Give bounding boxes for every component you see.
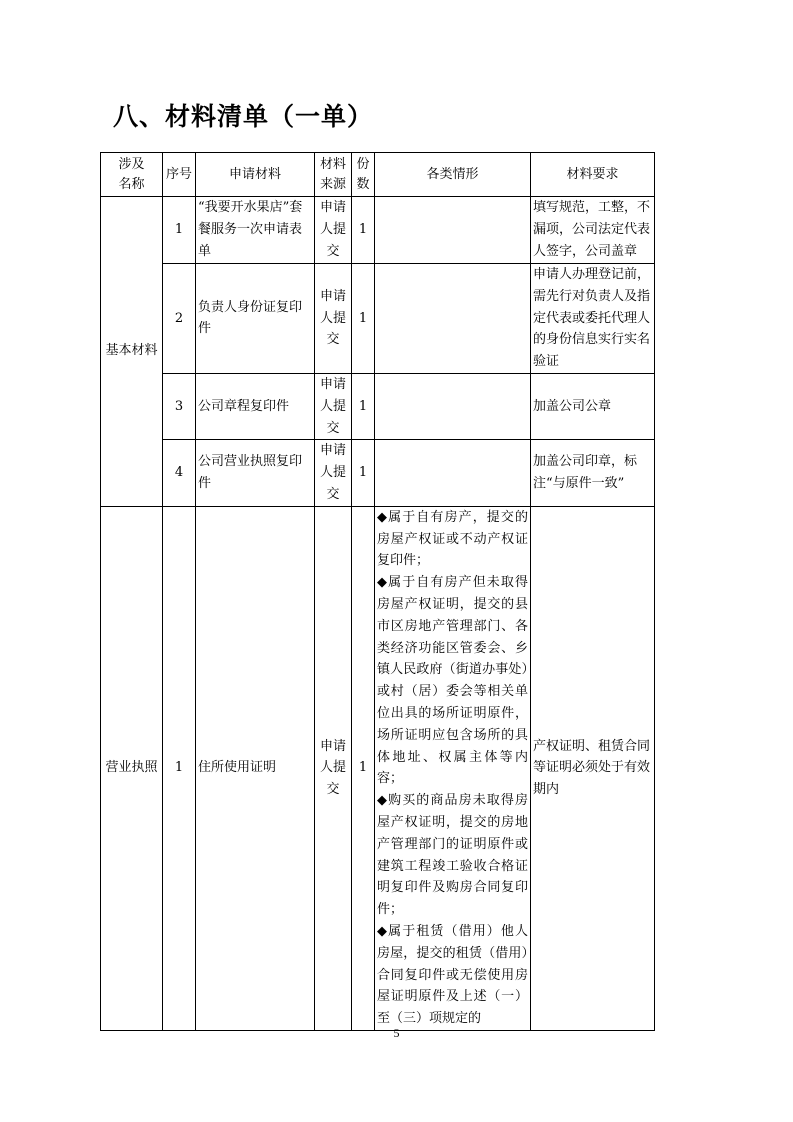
material-cell: 公司营业执照复印件 (196, 440, 315, 506)
material-cell: 住所使用证明 (196, 506, 315, 1030)
category-cell: 基本材料 (101, 197, 163, 507)
header-count: 份数 (352, 153, 375, 197)
situation-cell (375, 264, 531, 374)
count-cell: 1 (352, 197, 375, 264)
row-number: 1 (163, 197, 196, 264)
count-cell: 1 (352, 373, 375, 439)
situation-item: ◆属于自有房产但未取得房屋产权证明，提交的县市区房地产管理部门、各类经济功能区管委会、乡镇人民政府（街道办事处）或村（居）委会等相关单位出具的场所证明原件，场所证明应包含场所的具体地址、权属主体等内容； (377, 575, 528, 787)
situation-cell (375, 506, 531, 1030)
row-number: 3 (163, 373, 196, 439)
page-number: 5 (393, 1026, 400, 1040)
table-row (101, 506, 655, 1030)
table-row (101, 440, 655, 506)
header-material: 申请材料 (196, 153, 315, 197)
count-cell: 1 (352, 264, 375, 374)
header-row (101, 153, 655, 197)
table-row (101, 373, 655, 439)
row-number: 2 (163, 264, 196, 374)
count-cell: 1 (352, 506, 375, 1030)
requirement-cell: 填写规范，工整，不漏项，公司法定代表人签字，公司盖章 (531, 197, 655, 264)
situation-item: ◆属于租赁（借用）他人房屋，提交的租赁（借用）合同复印件或无偿使用房屋证明原件及上述（一）至（三）项规定的 (377, 923, 528, 1027)
source-cell: 申请人提交 (315, 506, 352, 1030)
requirement-cell: 加盖公司印章，标注“与原件一致” (531, 440, 655, 506)
row-number: 1 (163, 506, 196, 1030)
section-title: 八、材料清单（一单） (113, 102, 374, 131)
header-number: 序号 (163, 153, 196, 197)
situation-cell (375, 440, 531, 506)
source-cell: 申请人提交 (315, 197, 352, 264)
source-cell: 申请人提交 (315, 440, 352, 506)
situation-item: ◆购买的商品房未取得房屋产权证明，提交的房地产管理部门的证明原件或建筑工程竣工验收合格证明复印件及购房合同复印件； (377, 793, 528, 918)
situation-cell (375, 197, 531, 264)
table-row (101, 197, 655, 264)
table-row (101, 264, 655, 374)
requirement-cell: 产权证明、租赁合同等证明必须处于有效期内 (531, 506, 655, 1030)
header-situation: 各类情形 (375, 153, 531, 197)
header-source: 材料来源 (315, 153, 352, 197)
header-requirement: 材料要求 (531, 153, 655, 197)
situation-cell (375, 373, 531, 439)
source-cell: 申请人提交 (315, 264, 352, 374)
situation-item: ◆属于自有房产，提交的房屋产权证或不动产权证复印件； (377, 509, 528, 569)
requirement-cell: 申请人办理登记前，需先行对负责人及指定代表或委托代理人的身份信息实行实名验证 (531, 264, 655, 374)
material-cell: “我要开水果店”套餐服务一次申请表单 (196, 197, 315, 264)
requirement-cell: 加盖公司公章 (531, 373, 655, 439)
row-number: 4 (163, 440, 196, 506)
material-cell: 公司章程复印件 (196, 373, 315, 439)
header-category: 涉及名称 (101, 153, 163, 197)
source-cell: 申请人提交 (315, 373, 352, 439)
material-cell: 负责人身份证复印件 (196, 264, 315, 374)
count-cell: 1 (352, 440, 375, 506)
materials-table (100, 152, 655, 1031)
category-cell: 营业执照 (101, 506, 163, 1030)
